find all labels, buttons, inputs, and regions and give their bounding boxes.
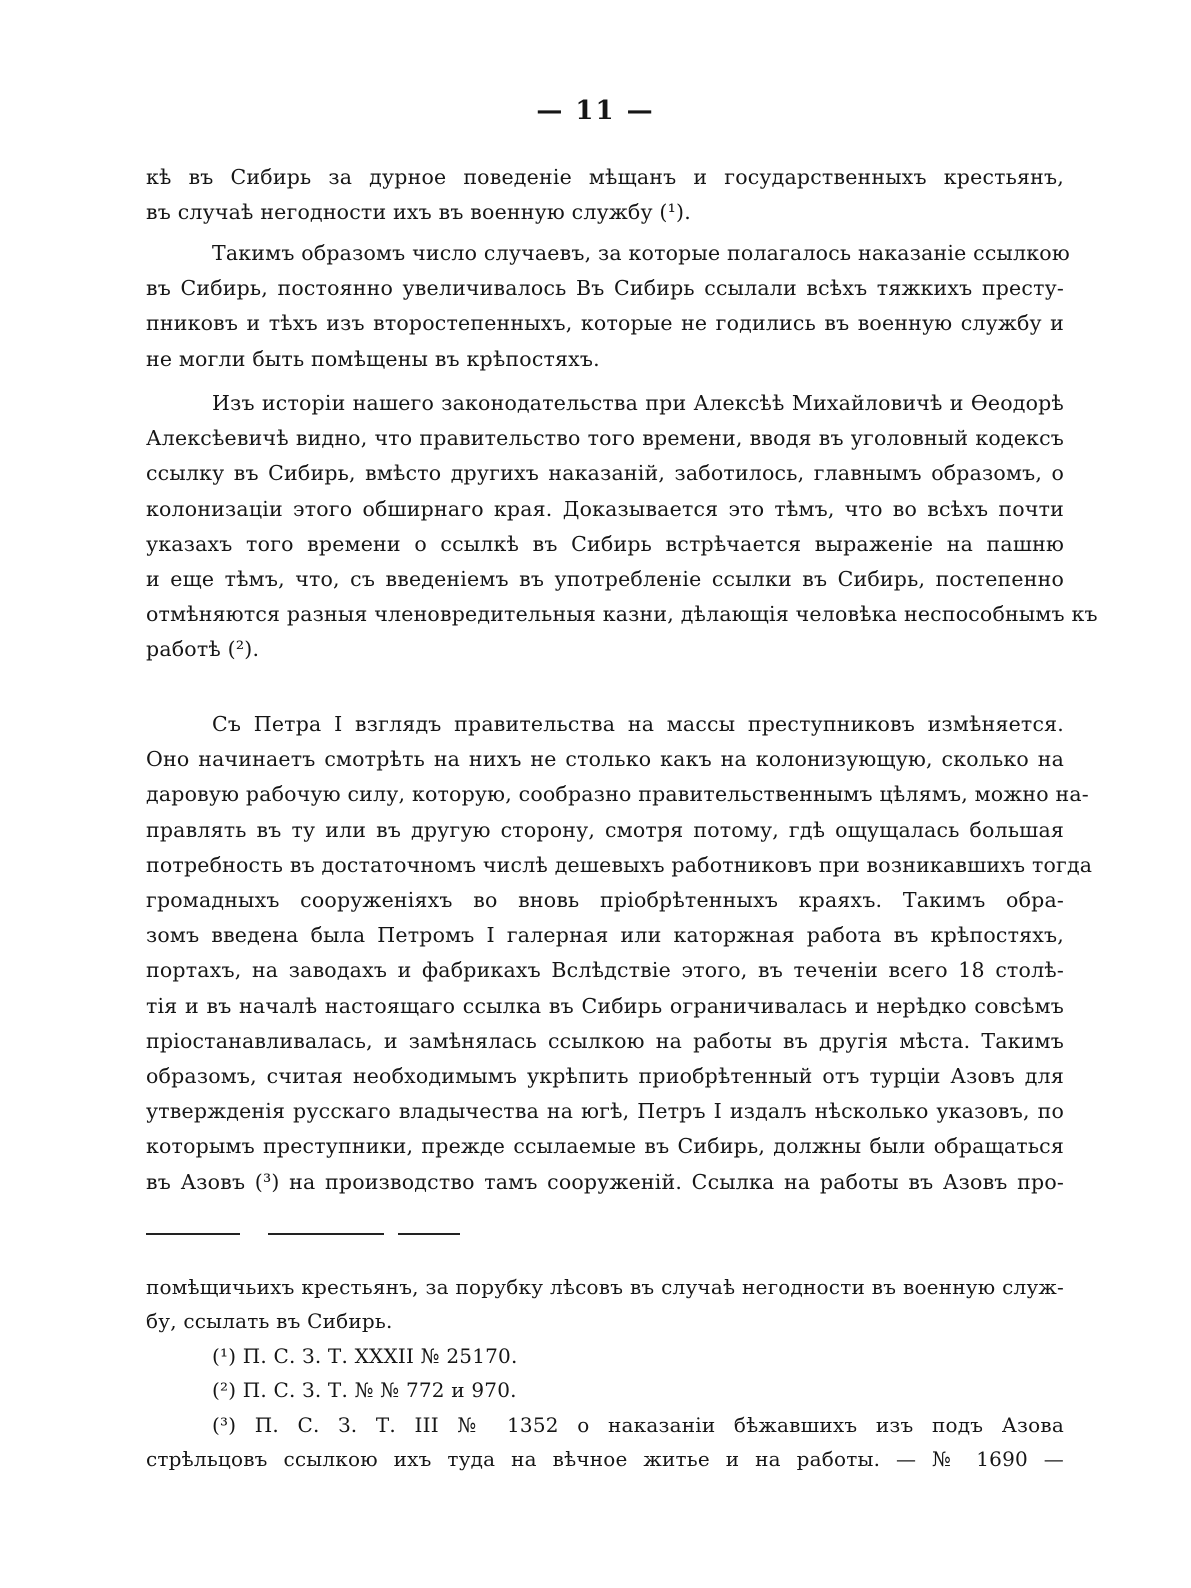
text-line: указахъ того времени о ссылкѣ въ Сибирь встрѣчается выраженіе на пашню [146, 531, 1064, 556]
paragraph-3 [146, 386, 1098, 668]
text-line: тія и въ началѣ настоящаго ссылка въ Сибирь ограничивалась и нерѣдко совсѣмъ [146, 993, 1064, 1018]
text-line: потребность въ достаточномъ числѣ дешевыхъ работниковъ при возникавшихъ тогда [146, 852, 1093, 877]
text-line: портахъ, на заводахъ и фабрикахъ Вслѣдствіе этого, въ теченіи всего 18 столѣ- [146, 958, 1064, 983]
text-line: въ Сибирь, постоянно увеличивалось Въ Сибирь ссылали всѣхъ тяжкихъ престу- [146, 276, 1064, 301]
text-line: Оно начинаетъ смотрѣть на нихъ не столько какъ на колонизующую, сколько на [146, 747, 1064, 772]
text-line: и еще тѣмъ, что, съ введеніемъ въ употребленіе ссылки въ Сибирь, постепенно [146, 567, 1064, 592]
footnote-continuation-line: бу, ссылать въ Сибирь. [146, 1309, 393, 1334]
text-line: Такимъ образомъ число случаевъ, за которые полагалось наказаніе ссылкою [212, 241, 1070, 265]
footnote-3: (³) П. С. З. Т. III № 1352 о наказаніи бѣжавшихъ изъ подъ Азова [212, 1412, 1064, 1437]
text-line: кѣ въ Сибирь за дурное поведеніе мѣщанъ и государственныхъ крестьянъ, [146, 165, 1064, 189]
text-line: пниковъ и тѣхъ изъ второстепенныхъ, которые не годились въ военную службу и [146, 311, 1064, 336]
paragraph-1 [146, 160, 1064, 230]
text-line: работѣ (²). [146, 637, 260, 662]
text-line: въ Азовъ (³) на производство тамъ сооруженій. Ссылка на работы въ Азовъ про- [146, 1169, 1064, 1194]
text-line: Алексѣевичѣ видно, что правительство того времени, вводя въ уголовный кодексъ [146, 426, 1064, 451]
footnote-continuation-line: помѣщичьихъ крестьянъ, за порубку лѣсовъ въ случаѣ негодности въ военную служ- [146, 1275, 1064, 1299]
footnote-3-continuation: стрѣльцовъ ссылкою ихъ туда на вѣчное житье и на работы. — № 1690 — [146, 1447, 1064, 1472]
text-line: ссылку въ Сибирь, вмѣсто другихъ наказаній, заботилось, главнымъ образомъ, о [146, 461, 1064, 486]
text-line: колонизаціи этого обширнаго края. Доказывается это тѣмъ, что во всѣхъ почти [146, 496, 1064, 521]
text-line: утвержденія русскаго владычества на югѣ, Петръ I издалъ нѣсколько указовъ, по [146, 1099, 1064, 1124]
footnote-separator [146, 1233, 240, 1235]
text-line: даровую рабочую силу, которую, сообразно правительственнымъ цѣлямъ, можно на- [146, 782, 1089, 807]
text-line: отмѣняются разныя членовредительныя казни, дѣлающія человѣка неспособнымъ къ [146, 602, 1098, 627]
text-line: громадныхъ сооруженіяхъ во вновь пріобрѣтенныхъ краяхъ. Такимъ обра- [146, 888, 1064, 913]
text-line: зомъ введена была Петромъ I галерная или каторжная работа въ крѣпостяхъ, [146, 923, 1064, 948]
text-line: пріостанавливалась, и замѣнялась ссылкою на работы въ другія мѣста. Такимъ [146, 1028, 1064, 1053]
text-line: Съ Петра I взглядъ правительства на массы преступниковъ измѣняется. [212, 712, 1064, 736]
footnote-2: (²) П. С. З. Т. № № 772 и 970. [212, 1378, 517, 1403]
footnote-separator [268, 1233, 384, 1235]
text-line: Изъ исторіи нашего законодательства при Алексѣѣ Михайловичѣ и Ѳеодорѣ [212, 391, 1064, 415]
page-number: — 11 — [536, 96, 655, 126]
text-line: правлять въ ту или въ другую сторону, смотря потому, гдѣ ощущалась большая [146, 817, 1064, 842]
text-line: не могли быть помѣщены въ крѣпостяхъ. [146, 346, 600, 371]
text-line: образомъ, считая необходимымъ укрѣпить приобрѣтенный отъ турціи Азовъ для [146, 1064, 1064, 1089]
footnote-separator [398, 1233, 460, 1235]
paragraph-2 [146, 236, 1070, 377]
text-line: въ случаѣ негодности ихъ въ военную службу (¹). [146, 200, 691, 225]
paragraph-4 [146, 707, 1093, 1200]
footnote-1: (¹) П. С. З. Т. XXXII № 25170. [212, 1343, 518, 1368]
text-line: которымъ преступники, прежде ссылаемые въ Сибирь, должны были обращаться [146, 1134, 1064, 1159]
footnotes [146, 1270, 1064, 1476]
